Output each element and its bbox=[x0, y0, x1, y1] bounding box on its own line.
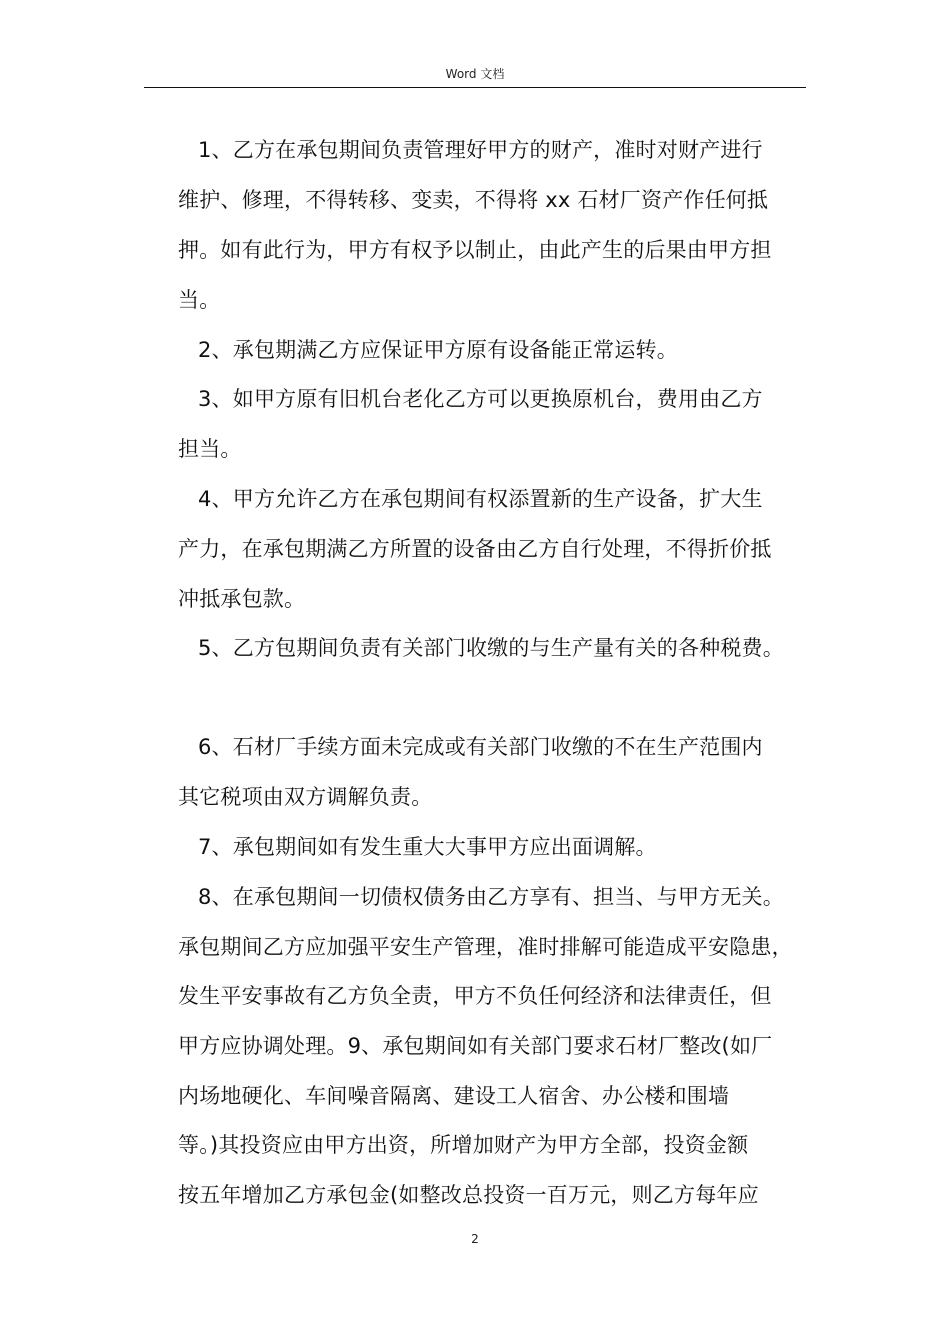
header-divider bbox=[144, 87, 806, 88]
text-line: 产力，在承包期满乙方所置的设备由乙方自行处理，不得折价抵 bbox=[178, 537, 772, 561]
text-line: 3、如甲方原有旧机台老化乙方可以更换原机台，费用由乙方 bbox=[198, 387, 763, 411]
text-line: 7、承包期间如有发生重大大事甲方应出面调解。 bbox=[198, 835, 657, 859]
text-line: 8、在承包期间一切债权债务由乙方享有、担当、与甲方无关。 bbox=[198, 885, 784, 909]
text-line: 冲抵承包款。 bbox=[178, 587, 306, 611]
text-line: 内场地硬化、车间噪音隔离、建设工人宿舍、办公楼和围墙 bbox=[178, 1084, 730, 1108]
text-line: 其它税项由双方调解负责。 bbox=[178, 785, 433, 809]
text-line: 6、石材厂手续方面未完成或有关部门收缴的不在生产范围内 bbox=[198, 735, 763, 759]
text-line: 押。如有此行为，甲方有权予以制止，由此产生的后果由甲方担 bbox=[178, 238, 772, 262]
text-line: 发生平安事故有乙方负全责，甲方不负任何经济和法律责任，但 bbox=[178, 984, 772, 1008]
text-line: 4、甲方允许乙方在承包期间有权添置新的生产设备，扩大生 bbox=[198, 487, 763, 511]
text-line: 承包期间乙方应加强平安生产管理，准时排解可能造成平安隐患， bbox=[178, 935, 793, 959]
text-line: 5、乙方包期间负责有关部门收缴的与生产量有关的各种税费。 bbox=[198, 636, 784, 660]
page-number: 2 bbox=[471, 1232, 479, 1246]
text-line: 2、承包期满乙方应保证甲方原有设备能正常运转。 bbox=[198, 338, 678, 362]
text-line: 甲方应协调处理。9、承包期间如有关部门要求石材厂整改(如厂 bbox=[178, 1034, 773, 1058]
text-line: 1、乙方在承包期间负责管理好甲方的财产，准时对财产进行 bbox=[198, 138, 763, 162]
text-line: 等。)其投资应由甲方出资，所增加财产为甲方全部，投资金额 bbox=[178, 1133, 749, 1157]
text-line: 当。 bbox=[178, 288, 221, 312]
text-line: 按五年增加乙方承包金(如整改总投资一百万元，则乙方每年应 bbox=[178, 1183, 759, 1207]
text-line: 维护、修理，不得转移、变卖，不得将 xx 石材厂资产作任何抵 bbox=[178, 188, 769, 212]
page-header: Word 文档 bbox=[445, 67, 505, 81]
text-line: 担当。 bbox=[178, 437, 242, 461]
